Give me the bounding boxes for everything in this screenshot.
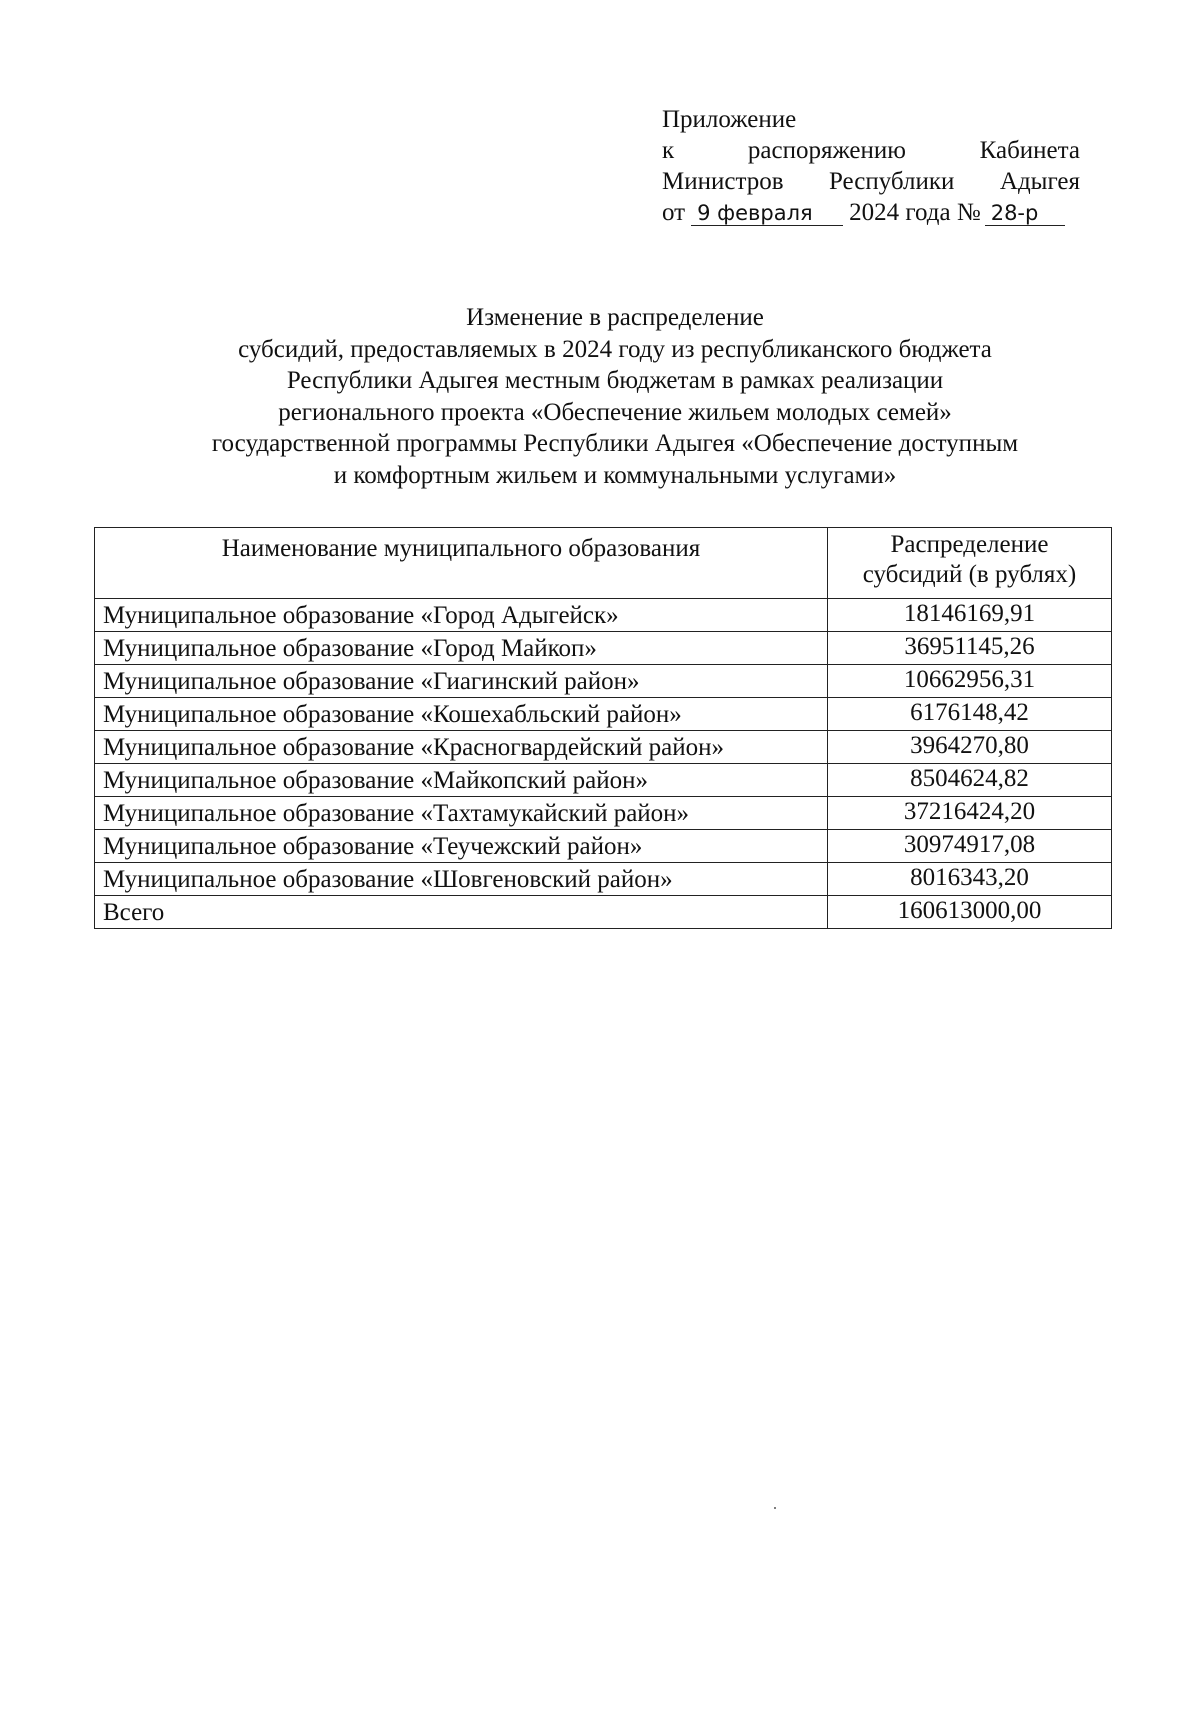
municipality-cell: Муниципальное образование «Майкопский район» [95, 764, 828, 797]
table-row [95, 797, 1112, 830]
amount-cell: 18146169,91 [828, 599, 1112, 632]
table-total-row [95, 896, 1112, 929]
amount-cell: 30974917,08 [828, 830, 1112, 863]
title-line: субсидий, предоставляемых в 2024 году из республиканского бюджета [238, 335, 992, 363]
appendix-line-order [662, 135, 1080, 166]
municipality-cell: Муниципальное образование «Кошехабльский район» [95, 698, 828, 731]
header-amount-line: субсидий (в рублях) [862, 561, 1077, 588]
table-row [95, 830, 1112, 863]
title-line: государственной программы Республики Адыгея «Обеспечение доступным [211, 430, 1019, 457]
appendix-word: Республики [828, 168, 955, 195]
total-label-cell: Всего [95, 896, 828, 929]
appendix-block [662, 104, 1080, 228]
municipality-cell: Муниципальное образование «Гиагинский район» [95, 665, 828, 698]
header-municipality: Наименование муниципального образования [95, 528, 828, 599]
municipality-cell: Муниципальное образование «Город Адыгейск» [95, 599, 828, 632]
appendix-word: Министров [662, 168, 784, 195]
total-amount-cell: 160613000,00 [828, 896, 1112, 929]
header-amount [828, 528, 1112, 599]
municipality-cell: Муниципальное образование «Теучежский район» [95, 830, 828, 863]
amount-cell: 36951145,26 [828, 632, 1112, 665]
document-title [120, 302, 1110, 491]
amount-cell: 37216424,20 [828, 797, 1112, 830]
subsidy-distribution-table [94, 527, 1112, 929]
municipality-cell: Муниципальное образование «Шовгеновский район» [95, 863, 828, 896]
municipality-cell: Муниципальное образование «Город Майкоп» [95, 632, 828, 665]
appendix-word: распоряжению [747, 137, 906, 164]
appendix-heading: Приложение [662, 106, 797, 133]
table-row [95, 632, 1112, 665]
table-row [95, 863, 1112, 896]
date-prefix: от [662, 199, 686, 226]
municipality-cell: Муниципальное образование «Тахтамукайский район» [95, 797, 828, 830]
title-line: регионального проекта «Обеспечение жильем молодых семей» [278, 398, 952, 426]
table-row [95, 764, 1112, 797]
handwritten-order-number: 28-р [985, 201, 1065, 226]
title-line: Изменение в распределение [466, 304, 764, 331]
table-header-row [95, 528, 1112, 599]
appendix-word: Адыгея [999, 168, 1080, 195]
table-row [95, 599, 1112, 632]
table-row [95, 665, 1112, 698]
header-amount-line: Распределение [890, 531, 1049, 558]
appendix-line-ministers [662, 166, 1080, 197]
date-suffix: 2024 года № [849, 199, 981, 226]
appendix-word: Кабинета [979, 137, 1080, 164]
municipality-cell: Муниципальное образование «Красногвардейский район» [95, 731, 828, 764]
table-row [95, 698, 1112, 731]
amount-cell: 10662956,31 [828, 665, 1112, 698]
scan-speck [774, 1507, 776, 1509]
amount-cell: 3964270,80 [828, 731, 1112, 764]
appendix-date-line [662, 197, 1080, 228]
amount-cell: 8016343,20 [828, 863, 1112, 896]
table-row [95, 731, 1112, 764]
title-line: и комфортным жильем и коммунальными услугами» [333, 461, 897, 489]
handwritten-date: 9 февраля [691, 201, 843, 226]
appendix-word: к [662, 137, 675, 164]
title-line: Республики Адыгея местным бюджетам в рамках реализации [286, 367, 944, 394]
amount-cell: 8504624,82 [828, 764, 1112, 797]
amount-cell: 6176148,42 [828, 698, 1112, 731]
